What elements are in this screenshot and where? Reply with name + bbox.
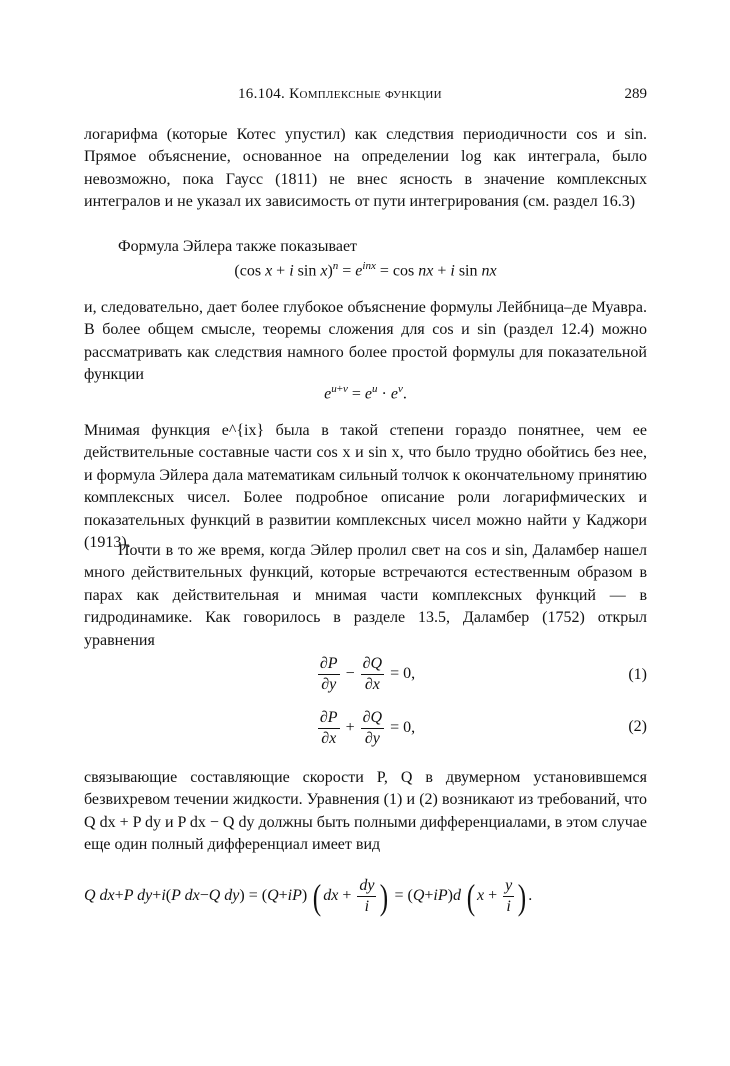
equation-exponential-addition: $e^{u+v} = e^u \cdot e^v$. bbox=[324, 383, 407, 403]
equation-1: $\frac{\partial P}{\partial y}$ − $\frac{\partial Q}{\partial x}$ = 0, bbox=[319, 655, 416, 693]
paragraph-6: связывающие составляющие скорости P, Q в двумерном установившемся безвихревом течении жидкости. Уравнения (1) и (2) возникают из требований, что Q dx + P dy и P dx − Q dy должны быть полными дифференциалами, в этом случае еще один полный дифференциал имеет вид bbox=[84, 769, 647, 854]
page-number: 289 bbox=[624, 86, 647, 102]
paragraph-5: Почти в то же время, когда Эйлер пролил свет на cos и sin, Даламбер нашел много действительных функций, которые встречаются естественным образом в парах как действительная и мнимая части комплексных функций — в гидродинамике. Как говорилось в разделе 13.5, Даламбер (1752) открыл уравнения bbox=[84, 542, 647, 649]
paragraph-2: Формула Эйлера также показывает bbox=[118, 238, 358, 255]
equation-2: $\frac{\partial P}{\partial x}$ + $\frac{\partial Q}{\partial y}$ = 0, bbox=[319, 709, 416, 747]
header-title bbox=[238, 86, 442, 103]
equation-total-differential: Q dx+P dy+i(P dx−Q dy) = (Q+iP) ( dx + $\frac{dy}{i}$ ) = (Q+iP)d ( x + $\frac{y}{i}$ ) . bbox=[84, 876, 533, 917]
header-section-number: 16.104. bbox=[238, 86, 286, 102]
equation-2-label: (2) bbox=[628, 718, 647, 735]
equation-euler-power: (cos x + i $\sin x)^n = e^{inx} = \cos$ nx + i sin nx bbox=[234, 260, 497, 280]
paragraph-1: логарифма (которые Котес упустил) как следствия периодичности cos и sin. Прямое объяснение, основанное на определении log как интеграла, было невозможно, пока Гаусс (1811) не внес ясность в значение комплексных интегралов и не указал их зависимость от пути интегрирования (см. раздел 16.3) bbox=[84, 126, 647, 211]
equation-1-label: (1) bbox=[628, 666, 647, 683]
paragraph-3: и, следовательно, дает более глубокое объяснение формулы Лейбница–де Муавра. В более общем смысле, теоремы сложения для cos и sin (раздел 12.4) можно рассматривать как следствия намного более простой формулы для показательной функции bbox=[84, 299, 647, 384]
header-chapter-title: Комплексные функции bbox=[289, 86, 442, 102]
paragraph-4: Мнимая функция e^{ix} была в такой степени гораздо понятнее, чем ее действительные составные части cos x и sin x, что было трудно обойтись без нее, и формула Эйлера дала математикам сильный толчок к окончательному принятию комплексных чисел. Более подробное описание роли логарифмических и показательных функций в развитии комплексных чисел можно найти у Каджори (1913). bbox=[84, 422, 647, 552]
running-header bbox=[84, 86, 647, 106]
